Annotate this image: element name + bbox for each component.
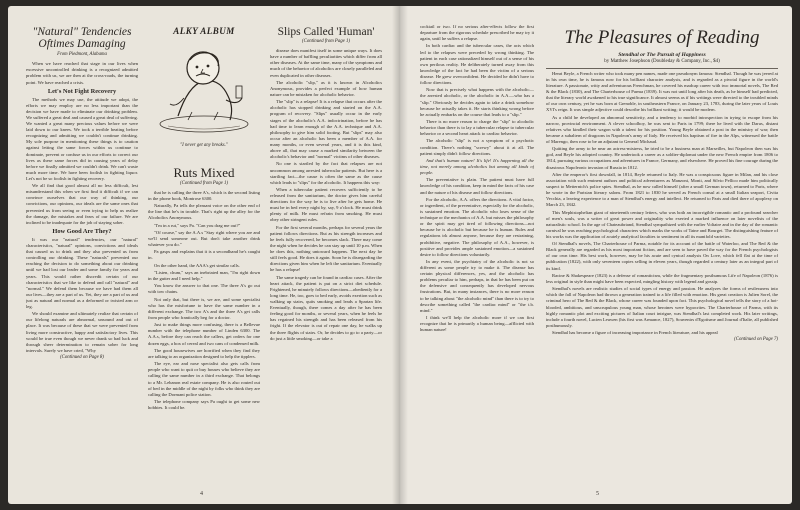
- paragraph: "I'm in a rut," says Pa. "Can you drag me out?": [154, 222, 241, 228]
- paragraph: Henri Beyle, a French writer who took many pen names, made one pseudonym famous: Stendhal. Though he was jeered at in his own time, he is famous now for his brilliant character analysis, and is regarded as a pivotal figure in the world's literature. A passionate, witty and adventurous Frenchman, he covered his madcap career with two immortal novels, The Red & the Black (1830), and The Charterhouse of Parma (1839). It was not until long after his death, as he himself had predicted, that the literary world awakened to his true significance. It almost seems as if his writings were directed to the troubled minds of our own century, yet he was born at Grenoble, in southeastern France, on January 23, 1783, during the later years of Louis XVI's reign. It was simple adjective could describe his brilliant writing; it would be modern.: [546, 70, 778, 113]
- article-title: Slips Called 'Human': [277, 26, 375, 38]
- divider: [546, 68, 778, 69]
- paragraph: And that's human nature! It's life! It's happening all the time, not merely among alcoholics but among all kinds of people.: [420, 157, 534, 176]
- byline: by Matthew Josephson (Doubleday & Company, Inc., $4): [604, 59, 720, 65]
- paragraph: The telephone company says Pa ought to get some new hobbies. It could be.: [148, 398, 260, 411]
- continued-note: (Continued on Page 7): [734, 337, 778, 343]
- paragraph: The eye, ear and nose specialist also gets calls from people who want to quit or buy houses who believe they are calling the same number in a third exchange. That belongs to a Mr. Lebanon real estate company. He is also routed out of bed in the middle of the night by folks who think they are calling the Dormant police station.: [148, 361, 260, 397]
- paragraph: On the other hand, the AAA's get similar calls.: [154, 262, 240, 268]
- paragraph: It was our "natural" tendencies, our "natural" characteristics, "natural" opinions, convictions and ideals that caused us to drink and they also prevented us from controlling our drinking. These "naturals" prevented our reaching the decision to do something about our drinking until we had lost our leader and some family for years and years. This would rather discredit certain of our characteristics that we like to defend and call "natural" and "normal." We defend them because we have had them all our lives—they are a part of us. Yet, they are a part of us and just as natural and normal as a deformed or twisted arm or leg.: [26, 236, 138, 309]
- paragraph: Quitting the army to be near an actress-mistress, he tried to be a business man at Marseilles, but Napoleon then was his god, and Beyle his adopted country. He undertook a career as a soldier-diplomat under the new French empire from 1806 to 1814, pursuing various occupations and adventures in France, Germany, and elsewhere. He proved his fine courage during the disastrous Napoleonic invasion of Russia in 1812.: [546, 146, 778, 170]
- paragraph: The same tragedy can be found in cardiac cases. After the heart attack, the patient is put on a strict diet schedule. Frightened, he minutely follows directions—obediently for a long time. He, too, goes to bed early, avoids exertion such as walking up stairs, quits smoking and leads a Spartan life. Eventually, though, there comes a day after he has been feeling good for months, or several years, when he feels he has regained his strength and has been released from his fright. If the elevator is out of repair one day, he walks up the three flights of stairs. Or, he decides to go to a party—or do just a little smoking—or take a: [270, 274, 382, 341]
- paragraph: The "slip" is a relapse! It is a relapse that occurs after the alcoholic has stopped drinking and started on the A.A. program of recovery. "Slips" usually occur in the early stages of the alcoholic's A.A. indoctrination, before he has had time to learn enough of the A.A. technique and A.A. philosophy to give him solid footing. But "slips" may also occur after an alcoholic has been a member of A.A. for many months, or even several years, and it is this kind, above all, that may cause a marked similarity between the alcoholic's behavior and "normal" victims of other diseases.: [270, 99, 382, 160]
- paragraph: After the emperor's first downfall, in 1814, Beyle returned to Italy. He was a conspicuous figure in Milan, and his close association with such eminent authors and political adventurers as Manzoni, Monti, and Silvio Pellico made him politically suspect to Metternich's police spies. Stendhal, as he now called himself (after a small German town), returned to Paris, where he wrote in the Parisian literary salons. From 1821 to 1830 he served as French consul at a small Italian seaport, Civita Vecchia, a leaving experience to a man of Stendhal's energy and intellect. He returned to Paris and died there of apoplexy on March 23, 1842.: [546, 171, 778, 208]
- paragraph: No one is startled by the fact that relapses are not uncommon among arrested tubercular patients. But here is a startling fact—the cause is often the same as the cause which leads to "slips" for the alcoholic. It happens this way:: [270, 161, 382, 185]
- paragraph: This Mephistophelian giant of nineteenth century letters, who was both an incorrigible romantic and a profound searcher of men's souls, was a writer of great power and originality who exerted a marked influence on later novelists of the naturalistic school. In the age of Chateaubriand, Stendhal sympathized with the earlier Voltaire and in the day of the romantic carnival he was reaching psychological characters which marks the works of Taine and Bourget. The distinguishing feature of his works was the application of acutely analytical faculties to sentiment in all its manifold varieties.: [546, 209, 778, 239]
- page-number: 5: [596, 491, 599, 497]
- paragraph: "Of course," say the A.A.s "Stay right where you are and we'll send someone out. But don't take another drink whatever you do.": [148, 229, 260, 248]
- article-ruts-mixed: [148, 166, 260, 484]
- paragraph: For the alcoholic, A.A. offers the directions. A vital factor, or ingredient, of the preventative, especially for the alcoholic, is sustained emotion. The alcoholic who loses sense of the technique or the mechanics of A.A. but misses the philosophy or the spirit may get tired of following directions—not because he is alcoholic but because he is human. Rules and regulations irk almost anyone, because they are restraining, prohibitive, negative. The philosophy of A.A., however, is positive and provides ample sustained emotion—a sustained desire to follow directions voluntarily.: [420, 196, 534, 257]
- paragraph: We should examine and ultimately realize that certain of our lifelong naturals are abnormal, unsound and out of place. It was because of these that we were prevented from living more constructive, happy and satisfactory lives. This would be true even though we never drank so bad luck and through sheer determination to remain sober for long intervals. Surely we have cried, "Why: [26, 311, 138, 353]
- article-title: "Natural" Tendencies Oftimes Damaging: [32, 26, 132, 51]
- paragraph: that he is calling the three A's, which is the second listing in the phone book, Montrose 6300.: [148, 189, 260, 201]
- paragraph: The good housewives are horrified when they find they are talking to an organization designed to help the tipplers.: [148, 347, 260, 359]
- paragraph: Pa gasps and explains that it is a secondhand he's caught in.: [148, 249, 260, 261]
- cartoon-caption: "I never get any breaks.": [180, 143, 228, 148]
- section-heading: Let's Not Fight Recovery: [47, 87, 117, 95]
- left-page: [8, 6, 400, 504]
- paragraph: The alcoholic "slip" is not a symptom of a psychotic condition. There's nothing "screwy" about it at all. The patient simply didn't follow directions.: [420, 138, 534, 156]
- paragraph: When we have reached that stage in our lives when excessive uncontrolled drinking is a recognized admitted problem with us, we are then at the cross-roads, the turning point. We have reached a crisis.: [26, 61, 138, 85]
- paragraph: There is no more reason to charge the "slip" to alcoholic behavior than there is to lay a tubercular relapse to tubercular behavior or a second heart attack to cardiac behavior.: [420, 118, 534, 137]
- article-source: From Piedmont, Alabama: [57, 52, 107, 58]
- continued-from: (Continued from Page 1): [180, 180, 228, 186]
- article-slips-continued: [420, 24, 534, 484]
- alky-album-cartoon: [148, 26, 260, 151]
- book-gutter: [392, 6, 408, 504]
- continued-note: (Continued on Page 8): [60, 355, 104, 361]
- paragraph: In both cardiac and the tubercular cases, the acts which led to the relapses were preceded by wrong thinking. The patient in each case rationalized himself out of a sense of his own perilous reality. He deliberately turned away from this knowledge of the fact he had been the victim of a serious disease. He grew overconfident. He decided he didn't have to follow directions.: [420, 43, 534, 86]
- article-slips-called-human: [270, 26, 382, 484]
- article-natural-tendencies: [26, 26, 138, 484]
- paragraph: Of Stendhal's novels, The Charterhouse of Parma, notable for its account of the battle of Waterloo, and The Red & the Black generally are regarded as his most important fiction, and are seen to have paved the way for the French psychologists of our own time. His best work, however, may be his acute and cynical analysis On Love, which fell flat at the time of publication (1822), with only seventeen copies selling in eleven years, though regarded a century later as an integral part of its kind.: [546, 241, 778, 271]
- paragraph: As a child he developed an abnormal sensitivity, and a tendency to morbid introspection in trying to escape from his narrow, provincial environment. A clever schoolboy, he was sent to Paris in 1799; there he lived with the Darus, distant relatives who kindled their wagon with a talent for his position. Young Beyle obtained a post in the ministry of war; then became a subaltern of dragoons in Napoleon's army of Italy. He received his baptism of fire in the Alps, witnessed the battle of Marengo, then rose to be an adjutant to General Michaud.: [546, 114, 778, 144]
- article-pleasures-of-reading: [546, 24, 778, 484]
- paragraph: Not only that, but there is, we are, and some specialist who has the misfortune to have the same number in a different exchange. The two A's and the three A's get calls from people who frantically beg for a doctor.: [148, 296, 260, 321]
- article-title: Ruts Mixed: [173, 166, 235, 180]
- right-page: [400, 6, 792, 504]
- paragraph: Now that is precisely what happens with the alcoholic—the arrested alcoholic, or the alcoholic in A.A.—who has a "slip." Obviously he decides again to take a drink somehow because he actually takes it. He starts thinking wrong before he actually embarks on the course that leads to a "slip.": [420, 87, 534, 117]
- page-number: 4: [200, 491, 203, 497]
- paragraph: The preventative is plain. The patient must have full knowledge of his condition, keep in mind the facts of his case and the nature of his disease and follow directions.: [420, 177, 534, 195]
- paragraph: Racine & Shakespeare (1823) is a defense of romanticism, while the fragmentary posthumous Life of Napoleon (1876) is less original in style than might have been expected, mingling history with legend and gossip.: [546, 272, 778, 284]
- paragraph: You know the answer to that one. The three A's go out with tow chains.: [148, 283, 260, 295]
- paragraph: disease does manifest itself in some unique ways. It does have a number of baffling peculiarities which differ from all other diseases. At the same time, many of the symptoms and much of the behavior of alcoholics are closely paralleled and even duplicated in other diseases.: [270, 48, 382, 78]
- section-heading: How Good Are They?: [52, 227, 112, 235]
- paragraph: When a tubercular patient recovers sufficiently to be released from the sanitarium, the doctor gives him careful directions for the way he is to live after he gets home. He must be in bed every night by, say, 9 o'clock. He must drink plenty of milk. He must refrain from smoking. He must obey other stringent rules.: [270, 186, 382, 223]
- paragraph: The alcoholic "slip," as it is known in Alcoholics Anonymous, provides a perfect example of how human nature can be mistaken for alcoholic behavior.: [270, 79, 382, 97]
- paragraph: "Listen, chum," says an inebriated man, "I'm right down in the gutter and I need help.": [148, 269, 260, 282]
- continued-from: (Continued from Page 1): [302, 39, 350, 45]
- paragraph: Just to make things more confusing, there is a Bellevue number with the telephone number of Linden 6300. The A.A.s, before they can reach the callers, get orders for one dozen eggs, a box of cereal and two cans of condensed milk.: [148, 322, 260, 346]
- paragraph: Stendhal has become a figure of increasing importance in French literature, and his appeal: [552, 330, 718, 336]
- paragraph: Stendhal's novels are realistic studies of social types of energy and passion. He analyzes the forms of restlessness into which the fall of Napoleon had thrown a generation trained to a life filled with emotion. His great creation is Julien Sorel, the criminal hero of The Red & the Black, whose career was founded upon fact. This psychological novel tells the story of a hot-blooded, ambitious, and unscrupulous young man, whose heroines were hypocrites. The Charterhouse of Parma, with its highly romantic plot and exciting pictures of Italian court intrigue, was Stendhal's last completed work. His later writings, include a fourth novel, Lucien Leuwen (his first was Armance, 1827), Souvenirs d'Egotisme and Journal d'Italie, all published posthumously.: [546, 286, 778, 328]
- magazine-spread: [8, 6, 792, 504]
- cartoon-drawing-icon: [148, 36, 260, 136]
- article-title: The Pleasures of Reading: [564, 27, 760, 48]
- paragraph: We all find that good almost all no less difficult, lest misunderstand this when we first find it difficult if we can convince ourselves that our way of thinking, our convictions, our opinions, our ideals are the same ones that prevented us from seeing or even trying to help us realize the damage, the mistakes and fears of our failure. We are inclined to be inadequate for the job of staying sober.: [26, 183, 138, 225]
- paragraph: In any event, the psychiatry of the alcoholic is not so different as some people try to make it. The disease has certain physical differences, yes, and the alcoholic has problems peculiar to him, perhaps, in that he has been put on the defensive and consequently has developed nervous frustrations. But, in many instances, there is no more reason to be talking about "the alcoholic mind" than there is to try to describe something called "the cardiac mind" or "the t.b. mind.": [420, 258, 534, 313]
- paragraph: I think we'll help the alcoholic more if we can first recognize that he is primarily a human being—afflicted with human nature!: [420, 315, 534, 333]
- paragraph: The methods we may use, the attitude we adopt, the efforts we may employ are no less important than the decision we have made to eliminate our drinking problem. We suffered a great deal and caused a great deal of suffering. We wanted a great many precious values before we were laid down to our knees. We took a terrible beating before recognizing and admitting we couldn't continue drinking. My sole purpose in mentioning these things is to caution against letting the same forces within us continue to dominate, prevent or confuse us in our efforts to correct our lives as these same forces did in causing years of delay before we finally admitted we couldn't drink. We can't waste much more time. We have been foolish in fighting liquor. Let's not be so foolish in fighting recovery.: [26, 96, 138, 181]
- paragraph: For the first several months, perhaps for several years the patient follows directions. But as his strength increases and he feels fully recovered, he becomes slack. There may come the night when he decides he can stay up until 10 p.m. When he does this, nothing untoward happens. The next day he still feels good. He does it again. Soon he is disregarding the directions given him when he left the sanitarium. Eventually he has a relapse!: [270, 224, 382, 273]
- cartoon-title: ALKY ALBUM: [173, 26, 235, 36]
- book-subtitle: Stendhal or The Pursuit of Happiness: [618, 51, 706, 58]
- paragraph: Naturally, Pa tells the pleasant voice on the other end of the line that he's in trouble. That's right up the alley for the Alcoholics Anonymous.: [148, 203, 260, 221]
- paragraph: cocktail or two. If no serious after-effects follow the first departure from the rigorous schedule prescribed he may try it again, until he suffers a relapse.: [420, 24, 534, 42]
